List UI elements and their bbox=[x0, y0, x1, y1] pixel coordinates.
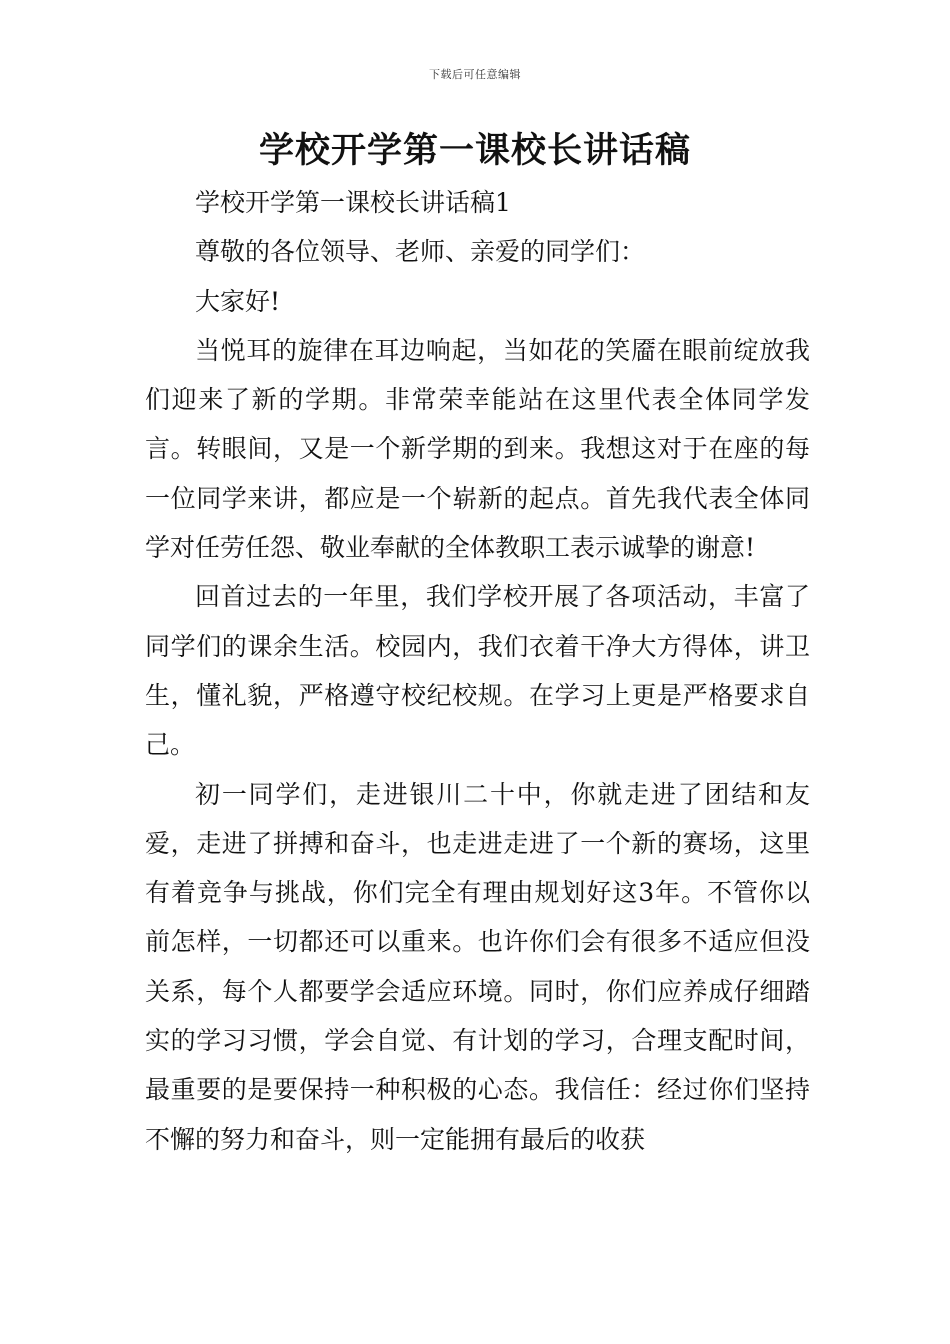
paragraph: 当悦耳的旋律在耳边响起，当如花的笑靥在眼前绽放我们迎来了新的学期。非常荣幸能站在这里代表全体同学发言。转眼间，又是一个新学期的到来。我想这对于在座的每一位同学来讲，都应是一个崭新的起点。首先我代表全体同学对任劳任怨、敬业奉献的全体教职工表示诚挚的谢意! bbox=[145, 335, 810, 563]
document-title: 学校开学第一课校长讲话稿 bbox=[258, 130, 691, 171]
paragraph: 大家好! bbox=[195, 286, 281, 316]
paragraph: 回首过去的一年里，我们学校开展了各项活动，丰富了同学们的课余生活。校园内，我们衣着干净大方得体，讲卫生，懂礼貌，严格遵守校纪校规。在学习上更是严格要求自己。 bbox=[145, 582, 810, 760]
paragraph: 初一同学们，走进银川二十中，你就走进了团结和友爱，走进了拼搏和奋斗，也走进走进了一个新的赛场，这里有着竞争与挑战，你们完全有理由规划好这3年。不管你以前怎样，一切都还可以重来。也许你们会有很多不适应但没关系，每个人都要学会适应环境。同时，你们应养成仔细踏实的学习习惯，学会自觉、有计划的学习，合理支配时间，最重要的是要保持一种积极的心态。我信任：经过你们坚持不懈的努力和奋斗，则一定能拥有最后的收获 bbox=[145, 779, 810, 1154]
header-note: 下载后可任意编辑 bbox=[429, 68, 521, 81]
paragraph: 学校开学第一课校长讲话稿1 bbox=[195, 188, 511, 217]
paragraph: 尊敬的各位领导、老师、亲爱的同学们： bbox=[195, 237, 646, 267]
document-body bbox=[145, 178, 810, 1164]
